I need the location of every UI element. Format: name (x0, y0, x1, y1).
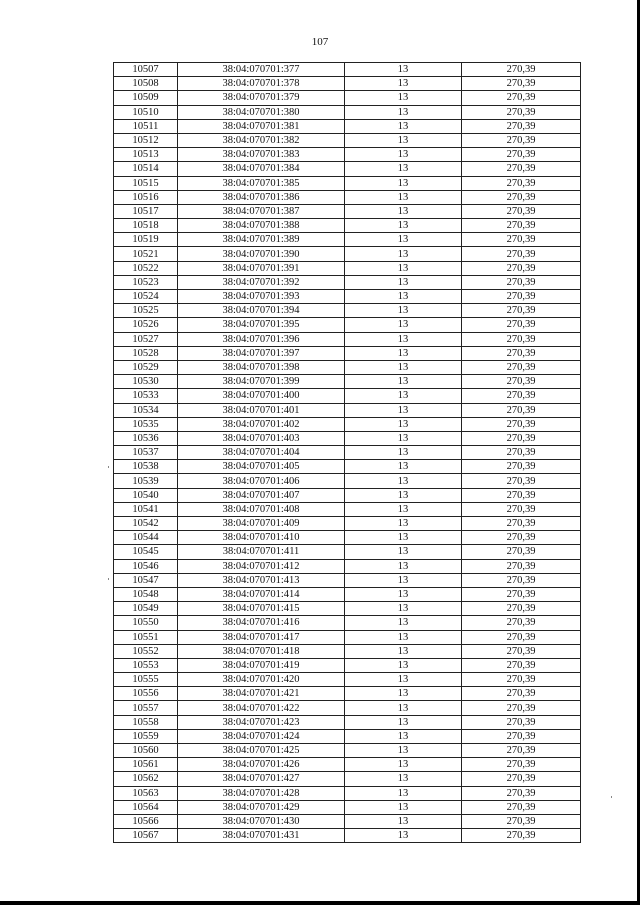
page-number: 107 (311, 36, 329, 48)
cadastral-number-cell: 38:04:070701:390 (178, 247, 345, 261)
value-cell: 270,39 (462, 587, 581, 601)
cadastral-number-cell: 38:04:070701:398 (178, 360, 345, 374)
row-number-cell: 10512 (114, 133, 178, 147)
table-row (114, 77, 581, 91)
row-number-cell: 10560 (114, 744, 178, 758)
table-row (114, 346, 581, 360)
table-row (114, 162, 581, 176)
table-row (114, 63, 581, 77)
cadastral-number-cell: 38:04:070701:425 (178, 744, 345, 758)
cadastral-number-cell: 38:04:070701:429 (178, 800, 345, 814)
row-number-cell: 10511 (114, 119, 178, 133)
zone-code-cell: 13 (345, 105, 462, 119)
row-number-cell: 10516 (114, 190, 178, 204)
value-cell: 270,39 (462, 77, 581, 91)
cadastral-number-cell: 38:04:070701:403 (178, 431, 345, 445)
row-number-cell: 10549 (114, 602, 178, 616)
zone-code-cell: 13 (345, 275, 462, 289)
value-cell: 270,39 (462, 204, 581, 218)
row-number-cell: 10510 (114, 105, 178, 119)
value-cell: 270,39 (462, 687, 581, 701)
cadastral-number-cell: 38:04:070701:385 (178, 176, 345, 190)
cadastral-number-cell: 38:04:070701:408 (178, 502, 345, 516)
cadastral-number-cell: 38:04:070701:388 (178, 219, 345, 233)
row-number-cell: 10563 (114, 786, 178, 800)
table-row (114, 687, 581, 701)
zone-code-cell: 13 (345, 403, 462, 417)
cadastral-number-cell: 38:04:070701:418 (178, 644, 345, 658)
cadastral-number-cell: 38:04:070701:419 (178, 658, 345, 672)
cadastral-number-cell: 38:04:070701:427 (178, 772, 345, 786)
row-number-cell: 10508 (114, 77, 178, 91)
zone-code-cell: 13 (345, 531, 462, 545)
zone-code-cell: 13 (345, 304, 462, 318)
table-row (114, 204, 581, 218)
value-cell: 270,39 (462, 673, 581, 687)
cadastral-number-cell: 38:04:070701:379 (178, 91, 345, 105)
row-number-cell: 10555 (114, 673, 178, 687)
row-number-cell: 10552 (114, 644, 178, 658)
cadastral-number-cell: 38:04:070701:413 (178, 573, 345, 587)
table-row (114, 658, 581, 672)
row-number-cell: 10544 (114, 531, 178, 545)
cadastral-number-cell: 38:04:070701:380 (178, 105, 345, 119)
value-cell: 270,39 (462, 800, 581, 814)
row-number-cell: 10513 (114, 148, 178, 162)
cadastral-number-cell: 38:04:070701:387 (178, 204, 345, 218)
table-row (114, 190, 581, 204)
value-cell: 270,39 (462, 91, 581, 105)
row-number-cell: 10548 (114, 587, 178, 601)
table-row (114, 814, 581, 828)
value-cell: 270,39 (462, 644, 581, 658)
table-row (114, 517, 581, 531)
zone-code-cell: 13 (345, 148, 462, 162)
table-row (114, 644, 581, 658)
row-number-cell: 10522 (114, 261, 178, 275)
zone-code-cell: 13 (345, 729, 462, 743)
zone-code-cell: 13 (345, 375, 462, 389)
table-row (114, 261, 581, 275)
land-plot-table (113, 62, 581, 843)
row-number-cell: 10541 (114, 502, 178, 516)
table-row (114, 105, 581, 119)
value-cell: 270,39 (462, 460, 581, 474)
row-number-cell: 10537 (114, 446, 178, 460)
value-cell: 270,39 (462, 119, 581, 133)
row-number-cell: 10534 (114, 403, 178, 417)
value-cell: 270,39 (462, 275, 581, 289)
row-number-cell: 10518 (114, 219, 178, 233)
value-cell: 270,39 (462, 332, 581, 346)
cadastral-number-cell: 38:04:070701:410 (178, 531, 345, 545)
zone-code-cell: 13 (345, 133, 462, 147)
table-row (114, 318, 581, 332)
row-number-cell: 10527 (114, 332, 178, 346)
table-row (114, 786, 581, 800)
row-number-cell: 10558 (114, 715, 178, 729)
cadastral-number-cell: 38:04:070701:389 (178, 233, 345, 247)
table-row (114, 545, 581, 559)
zone-code-cell: 13 (345, 219, 462, 233)
value-cell: 270,39 (462, 758, 581, 772)
value-cell: 270,39 (462, 786, 581, 800)
value-cell: 270,39 (462, 531, 581, 545)
row-number-cell: 10562 (114, 772, 178, 786)
table-row (114, 488, 581, 502)
cadastral-number-cell: 38:04:070701:386 (178, 190, 345, 204)
zone-code-cell: 13 (345, 360, 462, 374)
cadastral-number-cell: 38:04:070701:392 (178, 275, 345, 289)
zone-code-cell: 13 (345, 190, 462, 204)
row-number-cell: 10561 (114, 758, 178, 772)
row-number-cell: 10515 (114, 176, 178, 190)
value-cell: 270,39 (462, 318, 581, 332)
value-cell: 270,39 (462, 446, 581, 460)
value-cell: 270,39 (462, 290, 581, 304)
cadastral-number-cell: 38:04:070701:384 (178, 162, 345, 176)
zone-code-cell: 13 (345, 431, 462, 445)
zone-code-cell: 13 (345, 559, 462, 573)
zone-code-cell: 13 (345, 630, 462, 644)
value-cell: 270,39 (462, 715, 581, 729)
table-row (114, 247, 581, 261)
zone-code-cell: 13 (345, 460, 462, 474)
value-cell: 270,39 (462, 545, 581, 559)
zone-code-cell: 13 (345, 346, 462, 360)
zone-code-cell: 13 (345, 658, 462, 672)
row-number-cell: 10566 (114, 814, 178, 828)
zone-code-cell: 13 (345, 233, 462, 247)
cadastral-number-cell: 38:04:070701:383 (178, 148, 345, 162)
row-number-cell: 10523 (114, 275, 178, 289)
zone-code-cell: 13 (345, 800, 462, 814)
cadastral-number-cell: 38:04:070701:402 (178, 417, 345, 431)
row-number-cell: 10525 (114, 304, 178, 318)
zone-code-cell: 13 (345, 517, 462, 531)
cadastral-number-cell: 38:04:070701:414 (178, 587, 345, 601)
table-row (114, 715, 581, 729)
zone-code-cell: 13 (345, 502, 462, 516)
value-cell: 270,39 (462, 304, 581, 318)
row-number-cell: 10530 (114, 375, 178, 389)
table-row (114, 119, 581, 133)
row-number-cell: 10535 (114, 417, 178, 431)
zone-code-cell: 13 (345, 247, 462, 261)
cadastral-number-cell: 38:04:070701:412 (178, 559, 345, 573)
table-row (114, 431, 581, 445)
cadastral-number-cell: 38:04:070701:409 (178, 517, 345, 531)
table-row (114, 360, 581, 374)
cadastral-number-cell: 38:04:070701:391 (178, 261, 345, 275)
zone-code-cell: 13 (345, 545, 462, 559)
zone-code-cell: 13 (345, 332, 462, 346)
zone-code-cell: 13 (345, 119, 462, 133)
zone-code-cell: 13 (345, 162, 462, 176)
zone-code-cell: 13 (345, 744, 462, 758)
cadastral-number-cell: 38:04:070701:417 (178, 630, 345, 644)
cadastral-number-cell: 38:04:070701:400 (178, 389, 345, 403)
zone-code-cell: 13 (345, 602, 462, 616)
zone-code-cell: 13 (345, 389, 462, 403)
cadastral-number-cell: 38:04:070701:426 (178, 758, 345, 772)
table-row (114, 403, 581, 417)
row-number-cell: 10528 (114, 346, 178, 360)
row-number-cell: 10536 (114, 431, 178, 445)
table-row (114, 389, 581, 403)
value-cell: 270,39 (462, 133, 581, 147)
table-row (114, 417, 581, 431)
scan-speck (108, 466, 109, 468)
zone-code-cell: 13 (345, 204, 462, 218)
cadastral-number-cell: 38:04:070701:395 (178, 318, 345, 332)
table-row (114, 375, 581, 389)
zone-code-cell: 13 (345, 573, 462, 587)
value-cell: 270,39 (462, 744, 581, 758)
value-cell: 270,39 (462, 658, 581, 672)
table-row (114, 772, 581, 786)
row-number-cell: 10567 (114, 829, 178, 843)
row-number-cell: 10526 (114, 318, 178, 332)
value-cell: 270,39 (462, 261, 581, 275)
zone-code-cell: 13 (345, 829, 462, 843)
cadastral-number-cell: 38:04:070701:420 (178, 673, 345, 687)
table-row (114, 91, 581, 105)
row-number-cell: 10507 (114, 63, 178, 77)
zone-code-cell: 13 (345, 786, 462, 800)
cadastral-number-cell: 38:04:070701:431 (178, 829, 345, 843)
value-cell: 270,39 (462, 772, 581, 786)
value-cell: 270,39 (462, 190, 581, 204)
row-number-cell: 10519 (114, 233, 178, 247)
value-cell: 270,39 (462, 829, 581, 843)
row-number-cell: 10556 (114, 687, 178, 701)
table-row (114, 332, 581, 346)
value-cell: 270,39 (462, 63, 581, 77)
zone-code-cell: 13 (345, 318, 462, 332)
value-cell: 270,39 (462, 247, 581, 261)
cadastral-number-cell: 38:04:070701:423 (178, 715, 345, 729)
cadastral-number-cell: 38:04:070701:381 (178, 119, 345, 133)
zone-code-cell: 13 (345, 701, 462, 715)
row-number-cell: 10547 (114, 573, 178, 587)
cadastral-number-cell: 38:04:070701:401 (178, 403, 345, 417)
table-row (114, 219, 581, 233)
zone-code-cell: 13 (345, 758, 462, 772)
value-cell: 270,39 (462, 814, 581, 828)
row-number-cell: 10509 (114, 91, 178, 105)
zone-code-cell: 13 (345, 616, 462, 630)
value-cell: 270,39 (462, 431, 581, 445)
value-cell: 270,39 (462, 701, 581, 715)
value-cell: 270,39 (462, 417, 581, 431)
table-row (114, 531, 581, 545)
row-number-cell: 10538 (114, 460, 178, 474)
value-cell: 270,39 (462, 346, 581, 360)
cadastral-number-cell: 38:04:070701:424 (178, 729, 345, 743)
cadastral-number-cell: 38:04:070701:407 (178, 488, 345, 502)
table-row (114, 502, 581, 516)
table-row (114, 233, 581, 247)
cadastral-number-cell: 38:04:070701:416 (178, 616, 345, 630)
zone-code-cell: 13 (345, 290, 462, 304)
value-cell: 270,39 (462, 105, 581, 119)
value-cell: 270,39 (462, 616, 581, 630)
cadastral-number-cell: 38:04:070701:404 (178, 446, 345, 460)
row-number-cell: 10533 (114, 389, 178, 403)
row-number-cell: 10514 (114, 162, 178, 176)
cadastral-number-cell: 38:04:070701:421 (178, 687, 345, 701)
table-row (114, 729, 581, 743)
table-row (114, 800, 581, 814)
zone-code-cell: 13 (345, 91, 462, 105)
zone-code-cell: 13 (345, 814, 462, 828)
scan-speck (611, 796, 612, 798)
cadastral-number-cell: 38:04:070701:428 (178, 786, 345, 800)
cadastral-number-cell: 38:04:070701:393 (178, 290, 345, 304)
cadastral-number-cell: 38:04:070701:430 (178, 814, 345, 828)
value-cell: 270,39 (462, 360, 581, 374)
value-cell: 270,39 (462, 729, 581, 743)
value-cell: 270,39 (462, 375, 581, 389)
value-cell: 270,39 (462, 148, 581, 162)
row-number-cell: 10542 (114, 517, 178, 531)
zone-code-cell: 13 (345, 176, 462, 190)
table-row (114, 701, 581, 715)
value-cell: 270,39 (462, 517, 581, 531)
zone-code-cell: 13 (345, 488, 462, 502)
row-number-cell: 10521 (114, 247, 178, 261)
table-row (114, 133, 581, 147)
scan-edge-bottom (0, 901, 640, 905)
cadastral-number-cell: 38:04:070701:378 (178, 77, 345, 91)
value-cell: 270,39 (462, 176, 581, 190)
table-row (114, 573, 581, 587)
value-cell: 270,39 (462, 233, 581, 247)
table-row (114, 176, 581, 190)
row-number-cell: 10559 (114, 729, 178, 743)
zone-code-cell: 13 (345, 77, 462, 91)
row-number-cell: 10524 (114, 290, 178, 304)
table-row (114, 630, 581, 644)
table-row (114, 758, 581, 772)
table-row (114, 559, 581, 573)
value-cell: 270,39 (462, 630, 581, 644)
table-row (114, 446, 581, 460)
table-row (114, 673, 581, 687)
value-cell: 270,39 (462, 488, 581, 502)
table-row (114, 616, 581, 630)
zone-code-cell: 13 (345, 446, 462, 460)
zone-code-cell: 13 (345, 474, 462, 488)
cadastral-number-cell: 38:04:070701:382 (178, 133, 345, 147)
cadastral-number-cell: 38:04:070701:415 (178, 602, 345, 616)
table-body (114, 63, 581, 843)
row-number-cell: 10539 (114, 474, 178, 488)
value-cell: 270,39 (462, 389, 581, 403)
row-number-cell: 10540 (114, 488, 178, 502)
table-row (114, 275, 581, 289)
table-row (114, 148, 581, 162)
cadastral-number-cell: 38:04:070701:396 (178, 332, 345, 346)
row-number-cell: 10564 (114, 800, 178, 814)
cadastral-number-cell: 38:04:070701:394 (178, 304, 345, 318)
cadastral-number-cell: 38:04:070701:422 (178, 701, 345, 715)
row-number-cell: 10545 (114, 545, 178, 559)
row-number-cell: 10551 (114, 630, 178, 644)
row-number-cell: 10550 (114, 616, 178, 630)
row-number-cell: 10517 (114, 204, 178, 218)
row-number-cell: 10557 (114, 701, 178, 715)
cadastral-number-cell: 38:04:070701:377 (178, 63, 345, 77)
zone-code-cell: 13 (345, 687, 462, 701)
table-row (114, 602, 581, 616)
table-row (114, 474, 581, 488)
cadastral-number-cell: 38:04:070701:399 (178, 375, 345, 389)
table-row (114, 290, 581, 304)
zone-code-cell: 13 (345, 261, 462, 275)
table-row (114, 460, 581, 474)
zone-code-cell: 13 (345, 417, 462, 431)
value-cell: 270,39 (462, 559, 581, 573)
table-row (114, 587, 581, 601)
table-row (114, 829, 581, 843)
table-row (114, 744, 581, 758)
zone-code-cell: 13 (345, 644, 462, 658)
value-cell: 270,39 (462, 403, 581, 417)
value-cell: 270,39 (462, 602, 581, 616)
row-number-cell: 10553 (114, 658, 178, 672)
cadastral-number-cell: 38:04:070701:411 (178, 545, 345, 559)
value-cell: 270,39 (462, 573, 581, 587)
cadastral-number-cell: 38:04:070701:397 (178, 346, 345, 360)
row-number-cell: 10546 (114, 559, 178, 573)
zone-code-cell: 13 (345, 63, 462, 77)
cadastral-number-cell: 38:04:070701:406 (178, 474, 345, 488)
row-number-cell: 10529 (114, 360, 178, 374)
zone-code-cell: 13 (345, 772, 462, 786)
cadastral-number-cell: 38:04:070701:405 (178, 460, 345, 474)
zone-code-cell: 13 (345, 673, 462, 687)
value-cell: 270,39 (462, 162, 581, 176)
zone-code-cell: 13 (345, 587, 462, 601)
zone-code-cell: 13 (345, 715, 462, 729)
table-row (114, 304, 581, 318)
value-cell: 270,39 (462, 502, 581, 516)
value-cell: 270,39 (462, 474, 581, 488)
scan-speck (108, 578, 109, 580)
value-cell: 270,39 (462, 219, 581, 233)
